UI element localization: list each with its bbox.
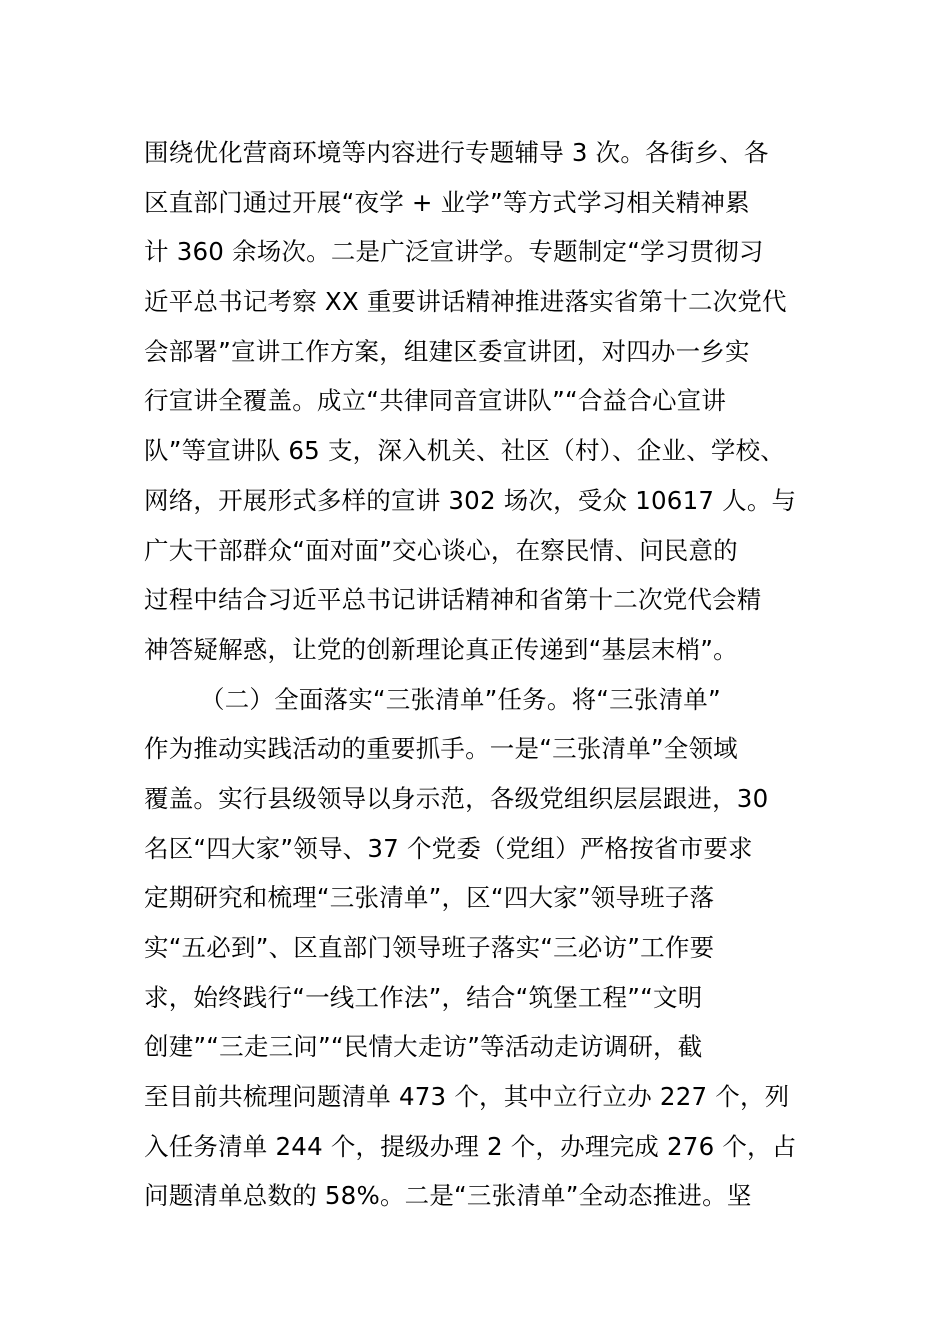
text-line: 围绕优化营商环境等内容进行专题辅导 3 次。各街乡、各 — [144, 138, 769, 167]
text-line: 过程中结合习近平总书记讲话精神和省第十二次党代会精 — [144, 585, 762, 615]
text-line: 神答疑解惑，让党的创新理论真正传递到“基层末梢”。 — [144, 634, 738, 664]
text-line: 问题清单总数的 58%。二是“三张清单”全动态推进。坚 — [144, 1181, 752, 1211]
text-line: 求，始终践行“一线工作法”，结合“筑堡工程”“文明 — [144, 982, 703, 1012]
text-line: 至目前共梳理问题清单 473 个，其中立行立办 227 个，列 — [144, 1082, 790, 1112]
text-line: 名区“四大家”领导、37 个党委（党组）严格按省市要求 — [144, 833, 753, 863]
text-line: 入任务清单 244 个，提级办理 2 个，办理完成 276 个，占 — [144, 1131, 797, 1161]
text-line: 计 360 余场次。二是广泛宣讲学。专题制定“学习贯彻习 — [144, 237, 764, 267]
section-heading-line: （二）全面落实“三张清单”任务。将“三张清单” — [200, 684, 721, 714]
text-line: 广大干部群众“面对面”交心谈心，在察民情、问民意的 — [144, 535, 738, 565]
text-line: 作为推动实践活动的重要抓手。一是“三张清单”全领域 — [144, 734, 738, 764]
text-line: 覆盖。实行县级领导以身示范，各级党组织层层跟进，30 — [144, 783, 769, 813]
text-line: 创建”“三走三问”“民情大走访”等活动走访调研，截 — [144, 1032, 703, 1062]
text-line: 定期研究和梳理“三张清单”，区“四大家”领导班子落 — [144, 883, 715, 913]
text-line: 实“五必到”、区直部门领导班子落实“三必访”工作要 — [144, 933, 715, 962]
text-line: 行宣讲全覆盖。成立“共律同音宣讲队”“合益合心宣讲 — [144, 386, 727, 416]
text-line: 队”等宣讲队 65 支，深入机关、社区（村）、企业、学校、 — [144, 436, 785, 466]
body-text — [144, 128, 844, 1221]
text-line: 会部署”宣讲工作方案，组建区委宣讲团，对四办一乡实 — [144, 336, 750, 366]
text-line: 区直部门通过开展“夜学 + 业学”等方式学习相关精神累 — [144, 187, 750, 217]
text-line: 近平总书记考察 XX 重要讲话精神推进落实省第十二次党代 — [144, 287, 787, 317]
text-line: 网络，开展形式多样的宣讲 302 场次，受众 10617 人。与 — [144, 485, 797, 515]
